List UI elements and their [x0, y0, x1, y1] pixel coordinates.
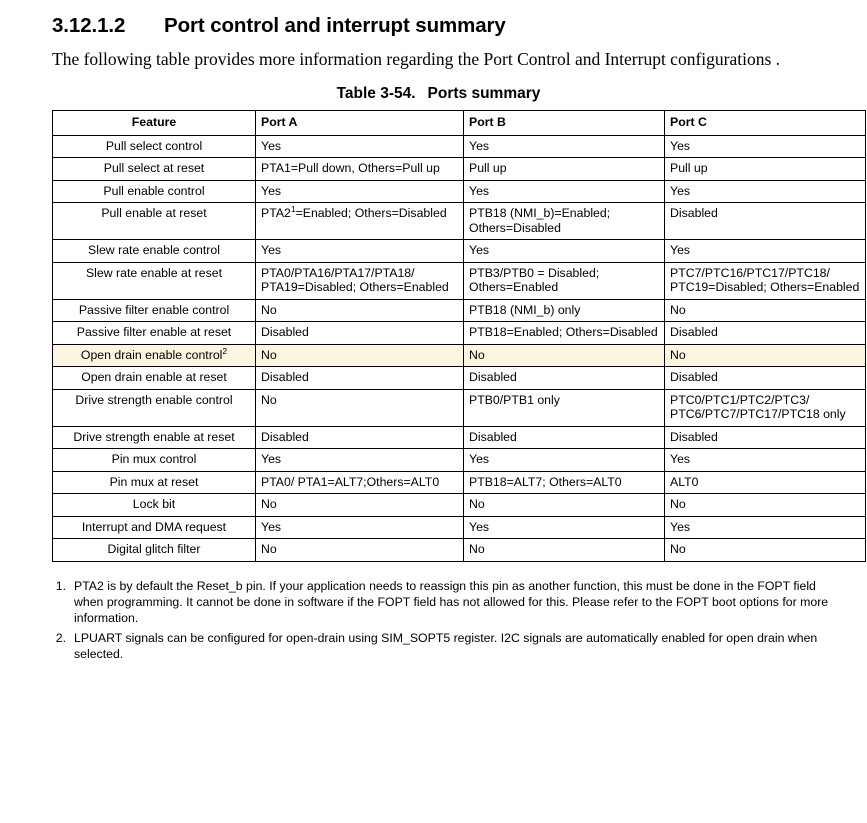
cell-port-c: PTC7/PTC16/PTC17/PTC18/ PTC19=Disabled; Others=Enabled — [665, 262, 866, 299]
table-body — [53, 135, 866, 561]
cell-port-a: Disabled — [256, 367, 464, 390]
cell-port-b: PTB3/PTB0 = Disabled; Others=Enabled — [464, 262, 665, 299]
cell-port-c: Yes — [665, 516, 866, 539]
table-header — [53, 111, 866, 136]
table-header-row — [53, 111, 866, 136]
column-header-feature: Feature — [53, 111, 256, 136]
column-header-port-a: Port A — [256, 111, 464, 136]
cell-port-b: Disabled — [464, 426, 665, 449]
cell-port-b: No — [464, 344, 665, 367]
cell-port-c: Pull up — [665, 158, 866, 181]
ports-summary-table — [52, 110, 866, 562]
cell-port-a-post: =Enabled; Others=Disabled — [295, 206, 447, 221]
cell-port-a: No — [256, 344, 464, 367]
cell-port-c: Disabled — [665, 322, 866, 345]
table-row — [53, 158, 866, 181]
cell-port-b: Yes — [464, 240, 665, 263]
footnote-number: 2. — [55, 630, 66, 645]
cell-port-b: PTB18 (NMI_b)=Enabled; Others=Disabled — [464, 203, 665, 240]
cell-port-c: Yes — [665, 135, 866, 158]
cell-port-a: Yes — [256, 516, 464, 539]
cell-feature: Drive strength enable at reset — [53, 426, 256, 449]
cell-port-c: Disabled — [665, 426, 866, 449]
table-row — [53, 389, 866, 426]
table-row — [53, 299, 866, 322]
table-row — [53, 367, 866, 390]
cell-feature: Slew rate enable at reset — [53, 262, 256, 299]
cell-port-b: No — [464, 494, 665, 517]
cell-feature-text: Open drain enable control — [80, 347, 223, 362]
cell-port-c: PTC0/PTC1/PTC2/PTC3/ PTC6/PTC7/PTC17/PTC18 only — [665, 389, 866, 426]
cell-port-c: No — [665, 539, 866, 562]
footnote-ref-2: 2 — [222, 345, 228, 356]
table-row — [53, 449, 866, 472]
section-number: 3.12.1.2 — [52, 14, 126, 37]
cell-port-c: Yes — [665, 449, 866, 472]
cell-port-b: Pull up — [464, 158, 665, 181]
table-row — [53, 240, 866, 263]
cell-port-b: Yes — [464, 516, 665, 539]
cell-port-c: No — [665, 299, 866, 322]
footnote-number: 1. — [55, 578, 66, 593]
footnote-text: LPUART signals can be configured for open-drain using SIM_SOPT5 register. I2C signals are automatically enabled for open drain when selected. — [74, 630, 818, 662]
footnote-item — [52, 578, 842, 627]
cell-port-c: Yes — [665, 240, 866, 263]
table-row-highlighted — [53, 344, 866, 367]
cell-port-a-pre: PTA2 — [261, 206, 291, 221]
table-caption-label: Table 3-54. — [336, 85, 416, 103]
cell-feature — [53, 344, 256, 367]
cell-port-c: Yes — [665, 180, 866, 203]
cell-feature: Lock bit — [53, 494, 256, 517]
cell-port-b: Yes — [464, 135, 665, 158]
cell-port-a: Yes — [256, 240, 464, 263]
cell-port-c: Disabled — [665, 203, 866, 240]
table-row — [53, 135, 866, 158]
table-row — [53, 322, 866, 345]
cell-feature: Open drain enable at reset — [53, 367, 256, 390]
cell-port-a: Yes — [256, 135, 464, 158]
cell-port-a: Yes — [256, 449, 464, 472]
cell-port-a: PTA0/ PTA1=ALT7;Others=ALT0 — [256, 471, 464, 494]
cell-feature: Pull select control — [53, 135, 256, 158]
cell-port-c: No — [665, 344, 866, 367]
table-row — [53, 516, 866, 539]
cell-port-b: PTB0/PTB1 only — [464, 389, 665, 426]
cell-port-b: Disabled — [464, 367, 665, 390]
cell-port-b: PTB18 (NMI_b) only — [464, 299, 665, 322]
cell-port-b: Yes — [464, 449, 665, 472]
cell-feature: Digital glitch filter — [53, 539, 256, 562]
table-caption — [52, 85, 825, 103]
section-title: Port control and interrupt summary — [164, 14, 506, 37]
footnote-item — [52, 630, 842, 663]
cell-port-b: PTB18=Enabled; Others=Disabled — [464, 322, 665, 345]
cell-port-c: Disabled — [665, 367, 866, 390]
cell-feature: Pin mux control — [53, 449, 256, 472]
cell-feature: Passive filter enable at reset — [53, 322, 256, 345]
cell-feature: Pull enable at reset — [53, 203, 256, 240]
table-row — [53, 494, 866, 517]
cell-feature: Pull enable control — [53, 180, 256, 203]
cell-feature: Drive strength enable control — [53, 389, 256, 426]
cell-port-a: No — [256, 299, 464, 322]
cell-port-a: Disabled — [256, 322, 464, 345]
cell-feature: Passive filter enable control — [53, 299, 256, 322]
footnote-ref-1: 1 — [290, 204, 296, 215]
cell-port-c: No — [665, 494, 866, 517]
table-caption-title: Ports summary — [427, 85, 541, 103]
intro-paragraph: The following table provides more information regarding the Port Control and Interrupt configurations . — [52, 49, 781, 69]
cell-port-b: PTB18=ALT7; Others=ALT0 — [464, 471, 665, 494]
cell-port-b: Yes — [464, 180, 665, 203]
section-heading — [52, 14, 825, 38]
cell-port-a — [256, 203, 464, 240]
table-row — [53, 426, 866, 449]
cell-port-a: No — [256, 389, 464, 426]
table-row — [53, 262, 866, 299]
cell-feature: Interrupt and DMA request — [53, 516, 256, 539]
table-row — [53, 180, 866, 203]
footnotes — [52, 578, 842, 663]
cell-port-a: Yes — [256, 180, 464, 203]
cell-feature: Pin mux at reset — [53, 471, 256, 494]
table-row — [53, 203, 866, 240]
cell-port-c: ALT0 — [665, 471, 866, 494]
footnote-text: PTA2 is by default the Reset_b pin. If your application needs to reassign this pin as another function, this must be done in the FOPT field when programming. It cannot be done in software if the FOPT field has not allowed for this. Please refer to the FOPT boot options for more information. — [74, 578, 829, 626]
cell-port-a: No — [256, 494, 464, 517]
column-header-port-c: Port C — [665, 111, 866, 136]
cell-port-a: No — [256, 539, 464, 562]
cell-port-b: No — [464, 539, 665, 562]
cell-feature: Slew rate enable control — [53, 240, 256, 263]
cell-feature: Pull select at reset — [53, 158, 256, 181]
table-row — [53, 471, 866, 494]
table-row — [53, 539, 866, 562]
column-header-port-b: Port B — [464, 111, 665, 136]
cell-port-a: PTA0/PTA16/PTA17/PTA18/ PTA19=Disabled; Others=Enabled — [256, 262, 464, 299]
cell-port-a: Disabled — [256, 426, 464, 449]
cell-port-a: PTA1=Pull down, Others=Pull up — [256, 158, 464, 181]
